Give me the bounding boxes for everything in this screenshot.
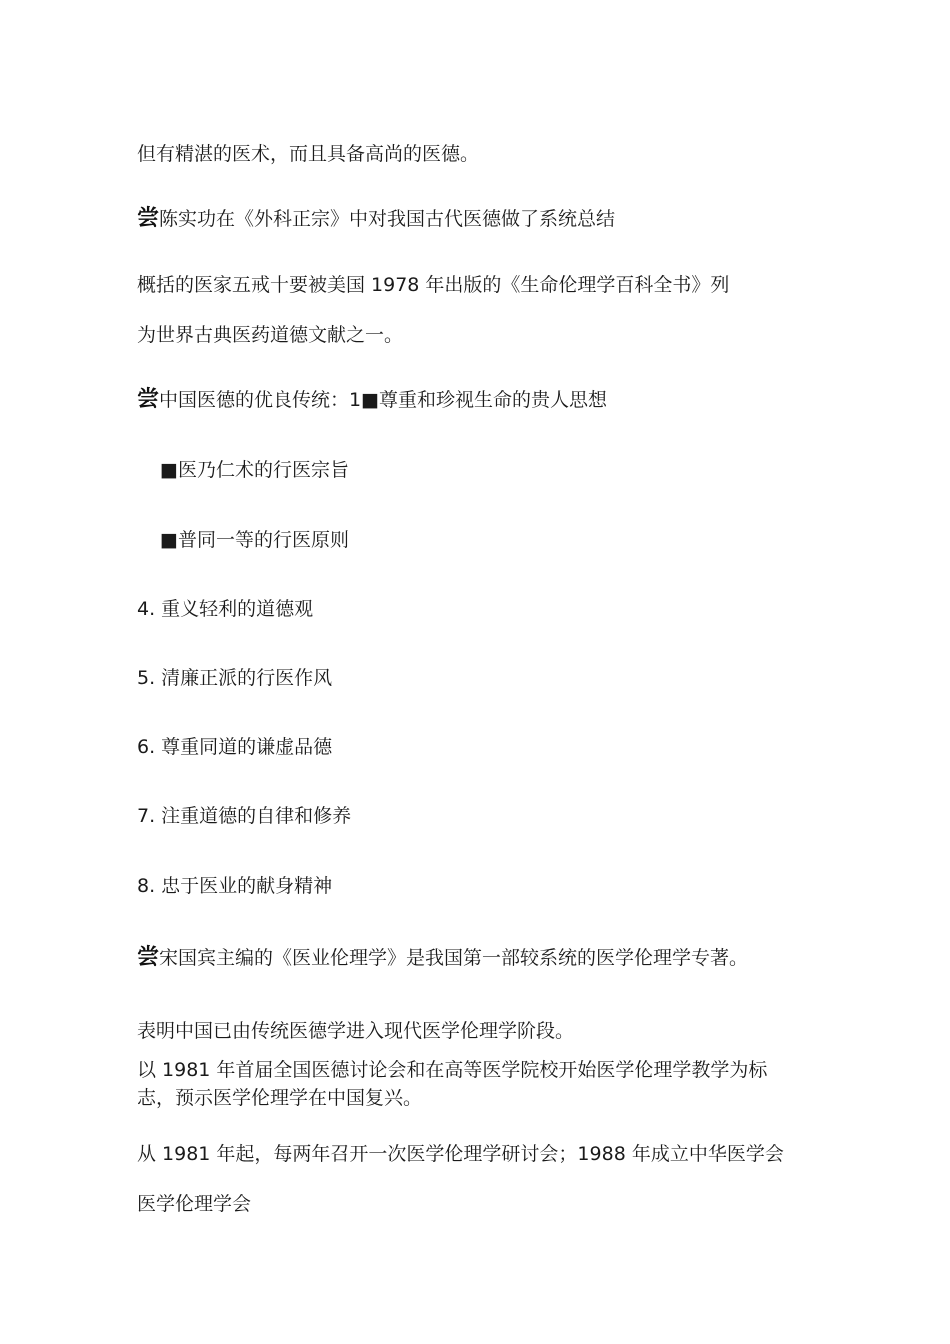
list-item: 4. 重义轻利的道德观	[137, 598, 314, 620]
paragraph-line: 医学伦理学会	[137, 1193, 252, 1215]
list-item: ■普同一等的行医原则	[160, 529, 349, 551]
paragraph-line: 从 1981 年起，每两年召开一次医学伦理学研讨会；1988 年成立中华医学会	[137, 1143, 784, 1165]
paragraph-line: 为世界古典医药道德文献之一。	[137, 324, 404, 346]
list-item: ■医乃仁术的行医宗旨	[160, 459, 349, 481]
paragraph-line: 概括的医家五戒十要被美国 1978 年出版的《生命伦理学百科全书》列	[137, 274, 730, 296]
bullet-paragraph	[137, 387, 607, 413]
bullet-marker: 尝	[137, 945, 160, 970]
bullet-paragraph	[137, 206, 615, 232]
paragraph-line: 志，预示医学伦理学在中国复兴。	[137, 1087, 423, 1109]
bullet-marker: 尝	[137, 206, 160, 231]
paragraph-line: 但有精湛的医术，而且具备高尚的医德。	[137, 143, 480, 165]
paragraph-line: 表明中国已由传统医德学进入现代医学伦理学阶段。	[137, 1020, 575, 1042]
bullet-marker: 尝	[137, 387, 160, 412]
list-item: 8. 忠于医业的献身精神	[137, 875, 333, 897]
paragraph-line: 以 1981 年首届全国医德讨论会和在高等医学院校开始医学伦理学教学为标	[137, 1059, 768, 1081]
bullet-paragraph	[137, 945, 748, 971]
list-item: 5. 清廉正派的行医作风	[137, 667, 333, 689]
list-item: 7. 注重道德的自律和修养	[137, 805, 352, 827]
paragraph-text: 中国医德的优良传统：1■尊重和珍视生命的贵人思想	[159, 389, 608, 411]
paragraph-text: 宋国宾主编的《医业伦理学》是我国第一部较系统的医学伦理学专著。	[159, 947, 749, 969]
paragraph-text: 陈实功在《外科正宗》中对我国古代医德做了系统总结	[159, 208, 616, 230]
list-item: 6. 尊重同道的谦虚品德	[137, 736, 333, 758]
